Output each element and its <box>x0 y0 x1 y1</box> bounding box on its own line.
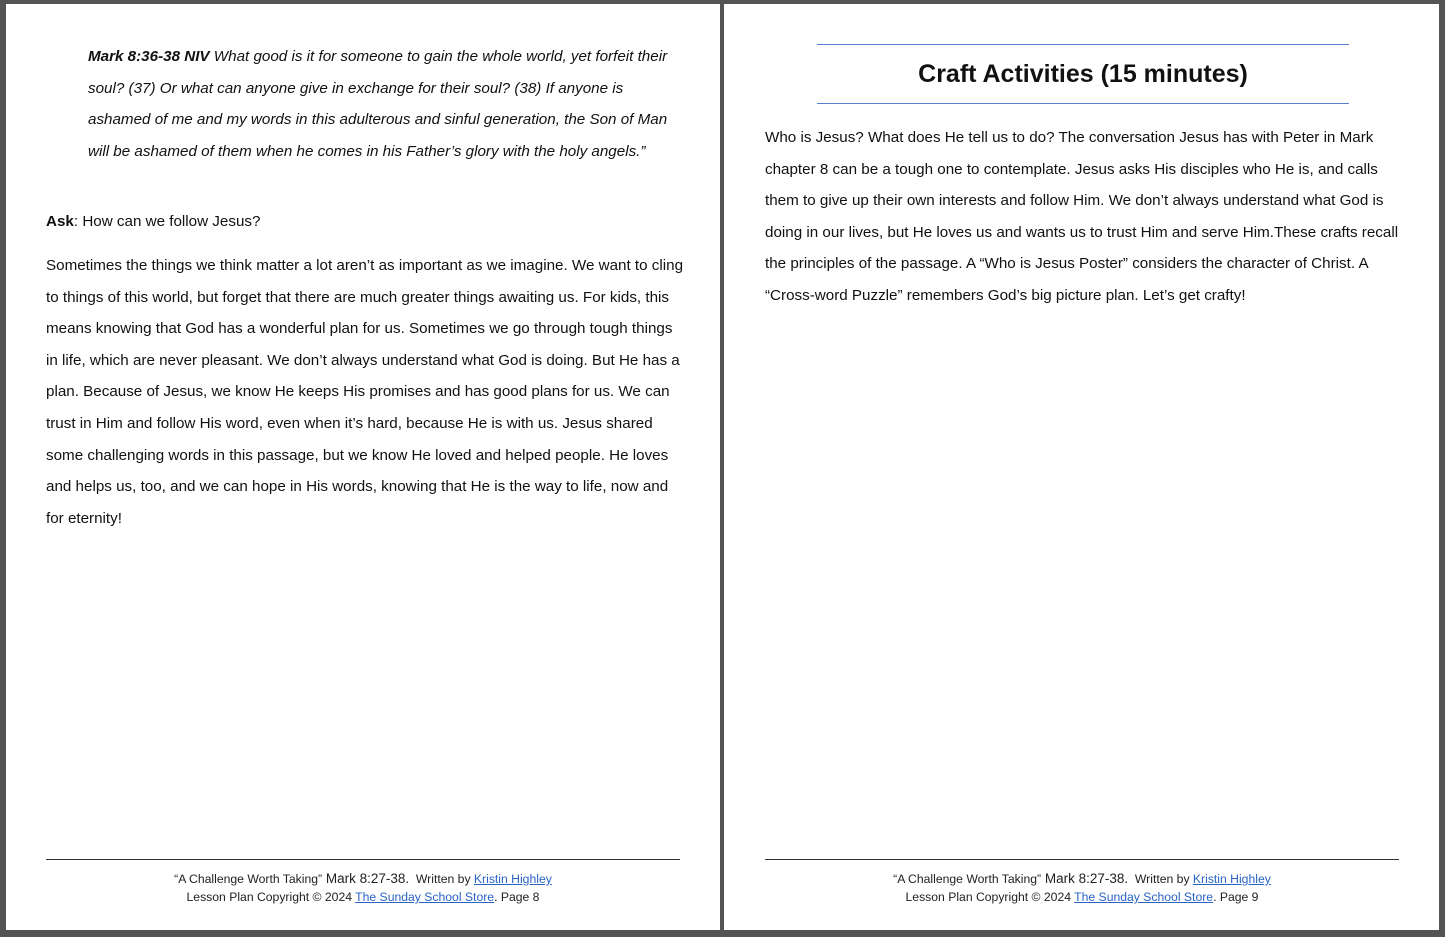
ask-text: : How can we follow Jesus? <box>73 213 261 230</box>
section-heading: Craft Activities (15 minutes) <box>918 60 1248 88</box>
author-link[interactable]: Kristin Highley <box>1192 872 1271 886</box>
footer-line-2 <box>765 888 1399 906</box>
heading-rule-top <box>817 44 1349 45</box>
footer-written-by: Written by <box>409 872 474 886</box>
footer-line-1 <box>46 870 680 888</box>
store-link[interactable]: The Sunday School Store <box>355 890 495 904</box>
page-footer <box>46 870 680 906</box>
scripture-quote <box>88 41 678 167</box>
scripture-text: What good is it for someone to gain the whole world, yet forfeit their soul? (37) Or what can anyone give in exchange for their soul? (38) If anyone is ashamed of me and my words in this adulterous and sinful generation, the Son of Man will be ashamed of them when he comes in his Father’s glory with the holy angels.” <box>88 48 668 160</box>
page-9 <box>724 4 1439 930</box>
scripture-reference: Mark 8:36-38 NIV <box>88 48 210 65</box>
author-link[interactable]: Kristin Highley <box>473 872 552 886</box>
footer-line-2 <box>46 888 680 906</box>
footer-page-number: . Page 8 <box>494 890 540 904</box>
footer-copyright: Lesson Plan Copyright © 2024 <box>186 890 356 904</box>
footer-divider <box>765 859 1399 860</box>
page-footer <box>765 870 1399 906</box>
heading-rule-bottom <box>817 103 1349 104</box>
footer-reference: Mark 8:27-38. <box>322 871 410 886</box>
footer-title: “A Challenge Worth Taking” <box>893 872 1042 886</box>
ask-label: Ask <box>46 213 74 230</box>
page-8 <box>6 4 720 930</box>
footer-title: “A Challenge Worth Taking” <box>174 872 323 886</box>
footer-written-by: Written by <box>1128 872 1193 886</box>
craft-intro-paragraph: Who is Jesus? What does He tell us to do? The conversation Jesus has with Peter in Mark chapter 8 can be a tough one to contemplate. Jesus asks His disciples who He is, and calls them to give up their own interests and follow Him. We don’t always understand what God is doing in our lives, but He loves us and wants us to trust Him and serve Him.These crafts recall the principles of the passage. A “Who is Jesus Poster” considers the character of Christ. A “Cross-word Puzzle” remembers God’s big picture plan. Let’s get crafty! <box>765 129 1399 304</box>
lesson-paragraph: Sometimes the things we think matter a lot aren’t as important as we imagine. We want to cling to things of this world, but forget that there are much greater things awaiting us. For kids, this means knowing that God has a wonderful plan for us. Sometimes we go through tough things in life, which are never pleasant. We don’t always understand what God is doing. But He has a plan. Because of Jesus, we know He keeps His promises and has good plans for us. We can trust in Him and follow His word, even when it’s hard, because He is with us. Jesus shared some challenging words in this passage, but we know He loved and helped people. He loves and helps us, too, and we can hope in His words, knowing that He is the way to life, now and for eternity! <box>46 257 684 527</box>
footer-line-1 <box>765 870 1399 888</box>
footer-copyright: Lesson Plan Copyright © 2024 <box>905 890 1075 904</box>
ask-question <box>46 210 686 234</box>
store-link[interactable]: The Sunday School Store <box>1074 890 1214 904</box>
footer-reference: Mark 8:27-38. <box>1041 871 1129 886</box>
footer-page-number: . Page 9 <box>1213 890 1259 904</box>
footer-divider <box>46 859 680 860</box>
